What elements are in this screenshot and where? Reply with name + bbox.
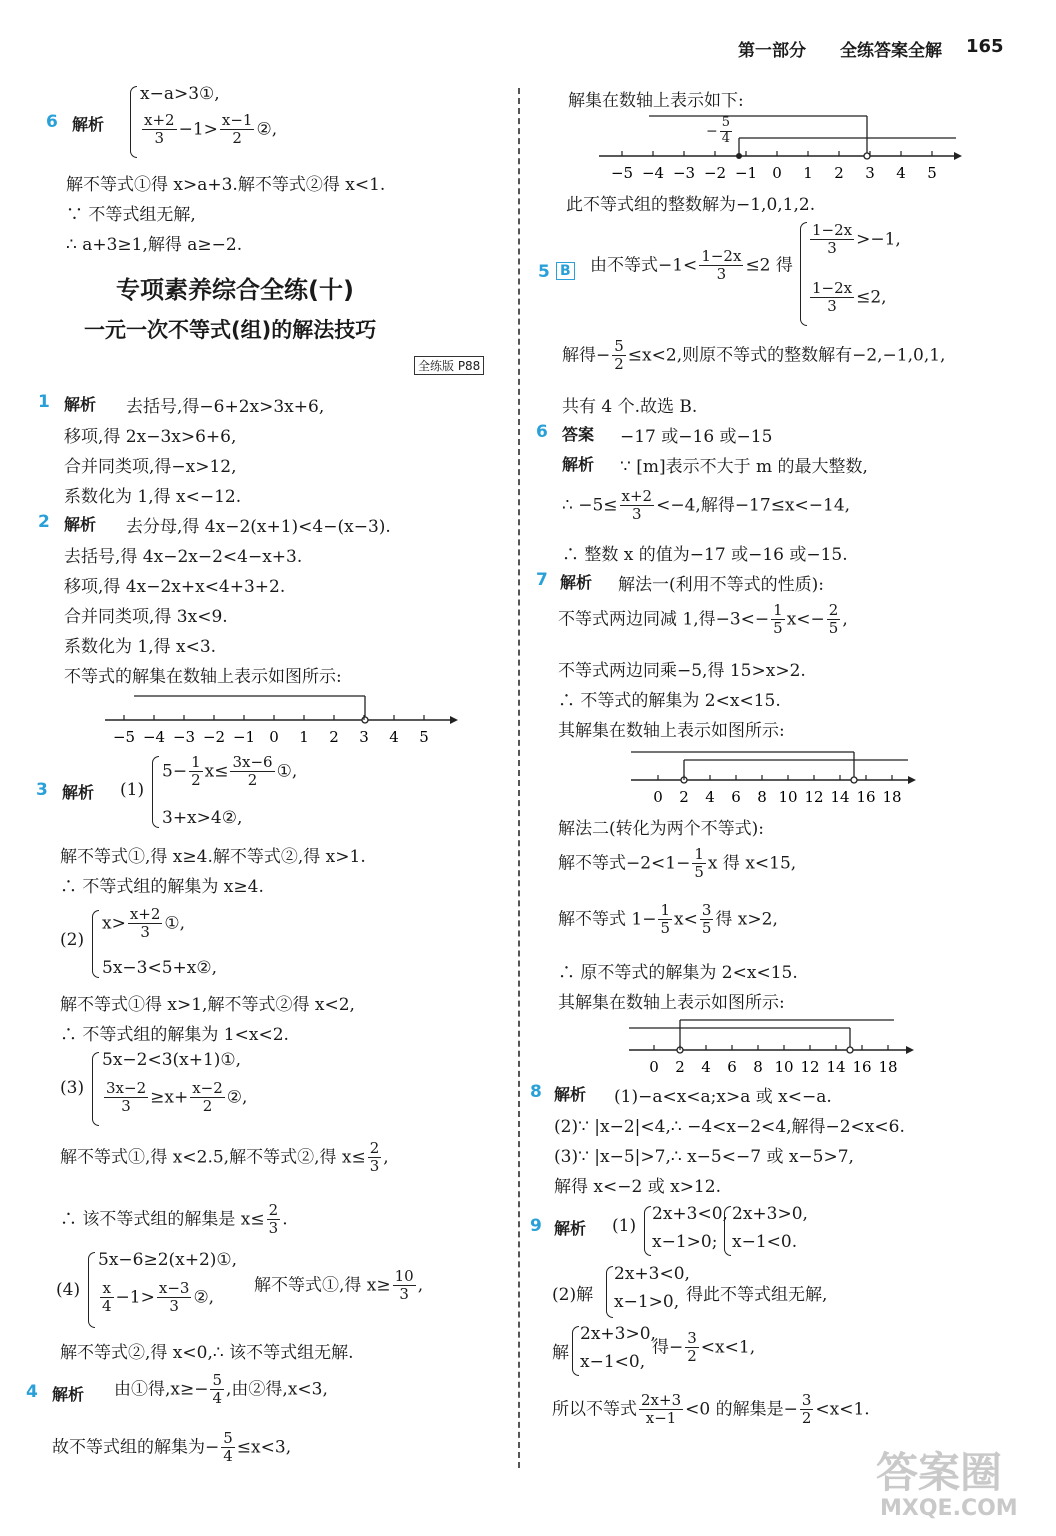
tick-label: 4 <box>389 728 399 746</box>
tick-label: −3 <box>172 728 196 746</box>
tick-label: 2 <box>679 788 689 806</box>
section-subtitle: 一元一次不等式(组)的解法技巧 <box>84 318 377 342</box>
tick-label: 5 <box>419 728 429 746</box>
text-line: 解不等式①得 x>a+3.解不等式②得 x<1. <box>66 175 386 195</box>
text-line: (1)−a<x<a;x>a 或 x<−a. <box>614 1087 832 1107</box>
analysis-label: 解析 <box>562 455 595 474</box>
eq-line: x−1<0, <box>580 1352 646 1372</box>
tick-label: 8 <box>753 1058 763 1076</box>
tick-label: −4 <box>641 164 665 182</box>
text-line: 合并同类项,得−x>12, <box>64 457 237 477</box>
header-subtitle: 全练答案全解 <box>840 41 942 61</box>
tick-label: 10 <box>774 1058 794 1076</box>
tick-label: 5 <box>927 164 937 182</box>
question-number: 9 <box>530 1216 542 1236</box>
tick-label: −4 <box>142 728 166 746</box>
tick-label: 4 <box>705 788 715 806</box>
question-number: 2 <box>38 512 50 532</box>
system-brace <box>88 1252 95 1328</box>
text-line: 得此不等式组无解, <box>686 1285 828 1305</box>
text-line: 不等式的解集在数轴上表示如图所示: <box>64 667 342 687</box>
text-line: 由不等式−1< $\frac{1-2x}{3}$ ≤2 得 <box>590 247 793 284</box>
eq-line: x−1>0, <box>614 1292 680 1312</box>
text-line: 其解集在数轴上表示如图所示: <box>558 993 785 1013</box>
eq-line: x> $\frac{x+2}{3}$ ①, <box>102 905 186 942</box>
analysis-label: 解析 <box>64 395 97 414</box>
text-line: 系数化为 1,得 x<3. <box>64 637 217 657</box>
part-label: (2) <box>60 930 85 950</box>
text-line: ∴ 不等式的解集为 2<x<15. <box>558 691 781 711</box>
question-number: 8 <box>530 1082 542 1102</box>
eq-line: 2x+3<0, <box>652 1204 728 1224</box>
text-line: 解不等式①,得 x≥ $\frac{10}{3}$ , <box>254 1267 424 1304</box>
text-line: 不等式两边同乘−5,得 15>x>2. <box>558 661 806 681</box>
system-brace <box>92 1052 99 1126</box>
text-line: 故不等式组的解集为− $\frac{5}{4}$ ≤x<3, <box>52 1429 292 1466</box>
analysis-label: 解析 <box>62 783 95 802</box>
text-line: 解不等式−2<1− $\frac{1}{5}$ x 得 x<15, <box>558 845 797 882</box>
eq-line: 5x−3<5+x②, <box>102 958 217 978</box>
text-line: 此不等式组的整数解为−1,0,1,2. <box>566 195 816 215</box>
eq-line: $\frac{3x-2}{3}$ ≥x+ $\frac{x-2}{2}$ ②, <box>106 1079 248 1116</box>
eq-line: 2x+3>0, <box>580 1324 656 1344</box>
eq-line: x−a>3①, <box>140 84 220 104</box>
text-line: 去括号,得−6+2x>3x+6, <box>126 397 325 417</box>
text-line: 由①得,x≥− $\frac{5}{4}$ ,由②得,x<3, <box>114 1371 328 1408</box>
eq-line: 2x+3<0, <box>614 1264 690 1284</box>
number-line <box>626 744 926 806</box>
analysis-label: 解析 <box>554 1085 587 1104</box>
text-line: 解得 x<−2 或 x>12. <box>554 1177 721 1197</box>
column-divider <box>518 88 520 1468</box>
text-line: ∵ 不等式组无解, <box>66 205 196 225</box>
tick-label: 0 <box>772 164 782 182</box>
text-line: 解不等式 1− $\frac{1}{5}$ x< $\frac{3}{5}$ 得 x>2, <box>558 901 778 938</box>
text-line: 系数化为 1,得 x<−12. <box>64 487 242 507</box>
header-section: 第一部分 <box>738 41 806 61</box>
tick-label: 2 <box>329 728 339 746</box>
text-line: 解得− $\frac{5}{2}$ ≤x<2,则原不等式的整数解有−2,−1,0,1, <box>562 337 946 374</box>
question-number: 6 <box>46 112 58 132</box>
tick-label: 18 <box>878 1058 898 1076</box>
system-brace <box>724 1206 731 1256</box>
tick-label: 12 <box>800 1058 820 1076</box>
tick-label: 3 <box>359 728 369 746</box>
text-line: 解不等式①得 x>1,解不等式②得 x<2, <box>60 995 355 1015</box>
question-number: 5 <box>538 262 550 282</box>
section-title: 专项素养综合全练(十) <box>116 276 354 304</box>
analysis-label: 解析 <box>560 573 593 592</box>
text-line: 解法二(转化为两个不等式): <box>558 819 764 839</box>
analysis-label: 解析 <box>64 515 97 534</box>
answer-label: 答案 <box>562 425 595 444</box>
text-line: ∴ 不等式组的解集为 1<x<2. <box>60 1025 289 1045</box>
system-brace <box>152 756 159 828</box>
text-line: ∴ −5≤ $\frac{x+2}{3}$ <−4,解得−17≤x<−14, <box>562 487 851 524</box>
text-line: 移项,得 2x−3x>6+6, <box>64 427 237 447</box>
watermark-url: MXQE.COM <box>880 1496 1018 1521</box>
text-line: 合并同类项,得 3x<9. <box>64 607 228 627</box>
part-label: (1) <box>612 1216 637 1236</box>
system-brace <box>644 1206 651 1256</box>
eq-line: x−1<0. <box>732 1232 798 1252</box>
number-line <box>100 690 460 752</box>
tick-label: −2 <box>703 164 727 182</box>
question-number: 6 <box>536 422 548 442</box>
tick-label: 6 <box>727 1058 737 1076</box>
tick-label: −1 <box>232 728 256 746</box>
tick-label: 8 <box>757 788 767 806</box>
eq-line: x−1>0; <box>652 1232 718 1252</box>
part-label: (3) <box>60 1078 85 1098</box>
tick-label: 1 <box>299 728 309 746</box>
text-line: 不等式两边同减 1,得−3<− $\frac{1}{5}$ x<− $\frac{2}{5}$ , <box>558 601 848 638</box>
tick-label: 16 <box>856 788 876 806</box>
analysis-label: 解析 <box>52 1385 85 1404</box>
text-line: 得− $\frac{3}{2}$ <x<1, <box>652 1329 756 1366</box>
system-brace <box>572 1326 579 1376</box>
eq-line: 3+x>4②, <box>162 808 243 828</box>
text-line: 移项,得 4x−2x+x<4+3+2. <box>64 577 286 597</box>
eq-line: $\frac{x}{4}$ −1> $\frac{x-3}{3}$ ②, <box>102 1279 215 1316</box>
text-line: 解法一(利用不等式的性质): <box>618 575 824 595</box>
text-line: 共有 4 个.故选 B. <box>562 397 698 417</box>
tick-label: 2 <box>675 1058 685 1076</box>
text-line: 其解集在数轴上表示如图所示: <box>558 721 785 741</box>
part-label: (4) <box>56 1280 81 1300</box>
tick-label: 0 <box>653 788 663 806</box>
tick-label: 4 <box>701 1058 711 1076</box>
eq-line: $\frac{1-2x}{3}$ >−1, <box>812 221 901 258</box>
tick-label: 3 <box>865 164 875 182</box>
watermark-logo: 答案圈 <box>876 1448 1003 1497</box>
answer-badge: B <box>556 260 575 280</box>
text-line: ∴ 整数 x 的值为−17 或−16 或−15. <box>562 545 848 565</box>
text-line: 去分母,得 4x−2(x+1)<4−(x−3). <box>126 517 391 537</box>
text-line: 所以不等式 $\frac{2x+3}{x-1}$ <0 的解集是− $\frac{3}{2}$ <x<1. <box>552 1391 870 1428</box>
tick-label: −3 <box>672 164 696 182</box>
text-line: 解集在数轴上表示如下: <box>568 91 744 111</box>
tick-label: 4 <box>896 164 906 182</box>
tick-label: 18 <box>882 788 902 806</box>
text-line: 解不等式①,得 x<2.5,解不等式②,得 x≤ $\frac{2}{3}$ , <box>60 1139 389 1176</box>
tick-label: 16 <box>852 1058 872 1076</box>
point-label: − $\frac{5}{4}$ <box>706 115 731 146</box>
analysis-label: 解析 <box>554 1219 587 1238</box>
question-number: 3 <box>36 780 48 800</box>
tick-label: 0 <box>269 728 279 746</box>
text-line: 解不等式②,得 x<0,∴ 该不等式组无解. <box>60 1343 354 1363</box>
analysis-label: 解析 <box>72 115 105 134</box>
tick-label: 14 <box>826 1058 846 1076</box>
part-label: (2)解 <box>552 1285 594 1305</box>
text-line: (3)∵ |x−5|>7,∴ x−5<−7 或 x−5>7, <box>554 1147 854 1167</box>
eq-line: 5x−6≥2(x+2)①, <box>98 1250 238 1270</box>
eq-line: 5x−2<3(x+1)①, <box>102 1050 242 1070</box>
tick-label: 10 <box>778 788 798 806</box>
page-reference-tag: 全练版 P88 <box>414 356 484 375</box>
system-brace <box>130 86 137 158</box>
tick-label: −2 <box>202 728 226 746</box>
text-line: ∴ a+3≥1,解得 a≥−2. <box>66 235 243 255</box>
tick-label: −5 <box>112 728 136 746</box>
page-number: 165 <box>966 36 1004 57</box>
tick-label: 14 <box>830 788 850 806</box>
text-line: 去括号,得 4x−2x−2<4−x+3. <box>64 547 303 567</box>
system-brace <box>800 222 807 326</box>
tick-label: 0 <box>649 1058 659 1076</box>
tick-label: −1 <box>734 164 758 182</box>
question-number: 7 <box>536 570 548 590</box>
text-line: 解 <box>552 1343 569 1363</box>
number-line <box>594 108 974 188</box>
text-line: ∴ 原不等式的解集为 2<x<15. <box>558 963 798 983</box>
tick-label: −5 <box>610 164 634 182</box>
text-line: (2)∵ |x−2|<4,∴ −4<x−2<4,解得−2<x<6. <box>554 1117 905 1137</box>
system-brace <box>606 1266 613 1318</box>
tick-label: 6 <box>731 788 741 806</box>
eq-line: 2x+3>0, <box>732 1204 808 1224</box>
text-line: ∴ 该不等式组的解集是 x≤ $\frac{2}{3}$ . <box>60 1201 288 1238</box>
tick-label: 1 <box>803 164 813 182</box>
text-line: 解不等式①,得 x≥4.解不等式②,得 x>1. <box>60 847 366 867</box>
eq-line: $\frac{1-2x}{3}$ ≤2, <box>812 279 887 316</box>
number-line <box>624 1012 924 1078</box>
part-label: (1) <box>120 780 145 800</box>
tick-label: 12 <box>804 788 824 806</box>
system-brace <box>92 910 99 978</box>
text-line: ∵ [m]表示不大于 m 的最大整数, <box>620 457 868 477</box>
text-line: ∴ 不等式组的解集为 x≥4. <box>60 877 264 897</box>
eq-line: 5− $\frac{1}{2}$ x≤ $\frac{3x-6}{2}$ ①, <box>162 753 298 790</box>
eq-line: $\frac{x+2}{3}$ −1> $\frac{x-1}{2}$ ②, <box>144 111 278 148</box>
answer-text: −17 或−16 或−15 <box>620 427 773 447</box>
question-number: 1 <box>38 392 50 412</box>
question-number: 4 <box>26 1382 38 1402</box>
tick-label: 2 <box>834 164 844 182</box>
